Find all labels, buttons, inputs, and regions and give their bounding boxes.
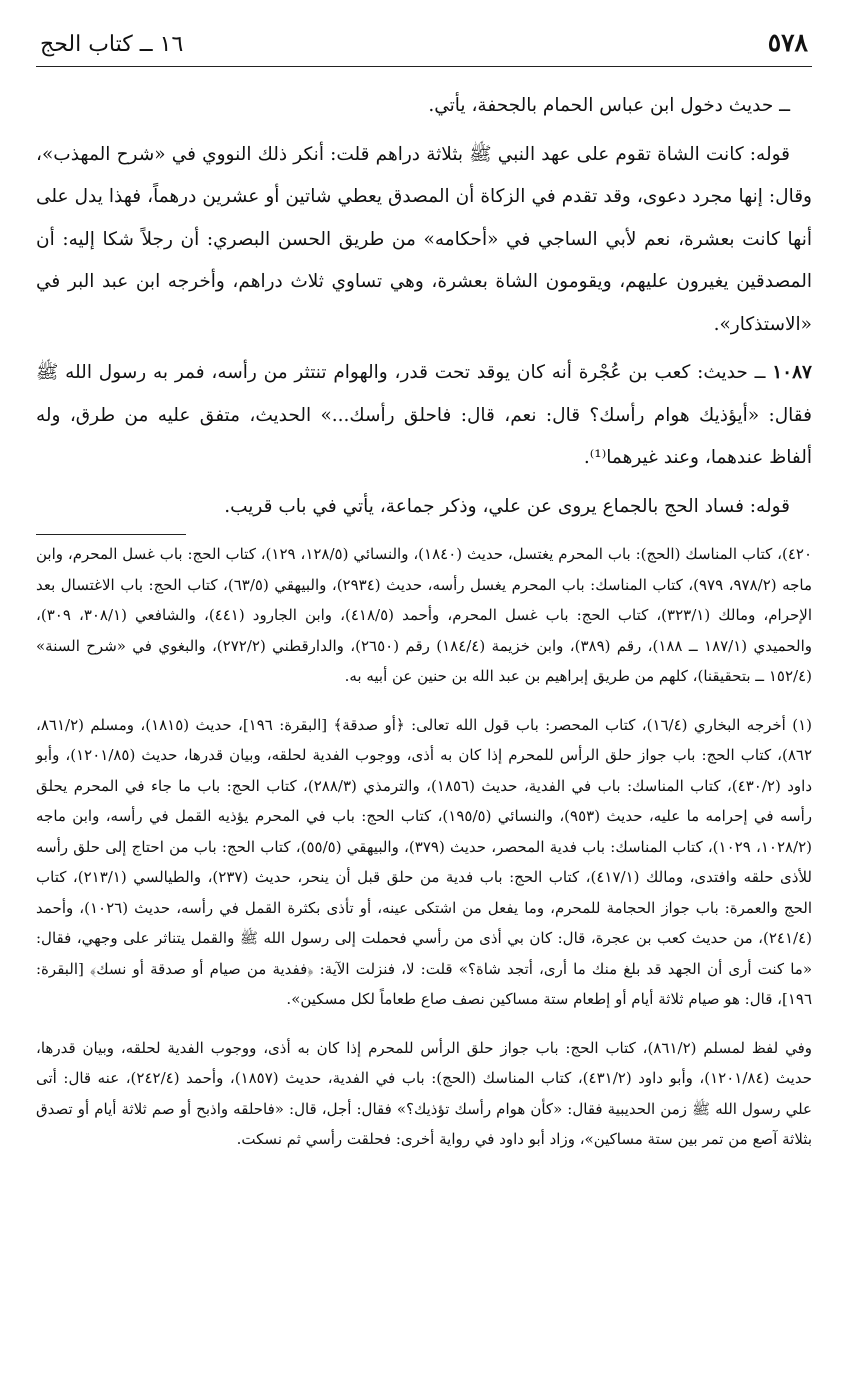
paragraph-hajj-corruption: قوله: فساد الحج بالجماع يروى عن علي، وذكر جماعة، يأتي في باب قريب.: [224, 495, 790, 517]
footnote-1-muslim-wording: وفي لفظ لمسلم (٨٦١/٢)، كتاب الحج: باب جواز حلق الرأس للمحرم إذا كان به أذى، ووجوب الفدية لحلقه، وبيان قدرها، حديث (١٢٠١/٨٤)، وأبو داود (٤٣١/٢)، كتاب المناسك (الحج): باب في الفدية، حديث (١٨٥٧)، وأحمد (٢٤٢/٤)، عنه قال: أتى علي رسول الله ﷺ زمن الحديبية فقال: «كأن هوام رأسك تؤذيك؟» فقال: أجل، قال: «فاحلقه واذبح أو صم ثلاثة أيام أو تصدق بثلاثة آصع من تمر بين ستة مساكين»، وزاد أبو داود في رواية أخرى: فحلقت رأسي ثم نسكت.: [36, 1038, 812, 1148]
paragraph-sheep-price: قوله: كانت الشاة تقوم على عهد النبي ﷺ بثلاثة دراهم قلت: أنكر ذلك النووي في «شرح المهذب»، وقال: إنها مجرد دعوى، وقد تقدم في الزكاة أن المصدق يعطي شاتين أو عشرين درهماً، فهذا يدل على أنها كانت بعشرة، نعم لأبي الساجي في «أحكامه» من طريق الحسن البصري: أن رجلاً شكا إليه: أن المصدقين يغيرون عليهم، ويقومون الشاة بعشرة، وهي تساوي ثلاث دراهم، وأخرجه ابن عبد البر في «الاستذكار».: [36, 143, 812, 335]
footnote-1: (١) أخرجه البخاري (١٦/٤)، كتاب المحصر: باب قول الله تعالى: ﴿أو صدقة﴾ [البقرة: ١٩٦]، حديث (١٨١٥)، ومسلم (٨٦١/٢، ٨٦٢)، كتاب الحج: باب جواز حلق الرأس للمحرم إذا كان به أذى، ووجوب الفدية لحلقه، وبيان قدرها، حديث (١٢٠١/٨٥)، وأبو داود (٤٣٠/٢)، كتاب المناسك: باب في الفدية، حديث (١٨٥٦)، والترمذي (٢٨٨/٣)، كتاب الحج: باب ما جاء في المحرم يحلق رأسه في إحرامه ما عليه، حديث (٩٥٣)، والنسائي (١٩٥/٥)، كتاب الحج: باب في المحرم يؤذيه القمل في رأسه، وابن ماجه (١٠٢٨/٢، ١٠٢٩)، كتاب المناسك: باب فدية المحصر، حديث (٣٧٩)، والبيهقي (٥٥/٥)، كتاب الحج: باب من احتاج إلى حلق رأسه للأذى حلقه وافتدى، ومالك (٤١٧/١)، كتاب الحج: باب فدية من حلق قبل أن ينحر، حديث (٢٣٧)، والطيالسي (٢١٣/١)، كتاب الحج والعمرة: باب جواز الحجامة للمحرم، وما يفعل من اشتكى عينه، أو تأذى بكثرة القمل في رأسه، حديث (١٠٢٦)، وأحمد (٢٤١/٤)، من حديث كعب بن عجرة، قال: كان بي أذى من رأسي فحملت إلى رسول الله ﷺ والقمل يتناثر على وجهي، فقال: «ما كنت أرى أن الجهد قد بلغ منك ما أرى، أتجد شاة؟» قلت: لا، فنزلت الآية: ﴿ففدية من صيام أو صدقة أو نسك﴾ [البقرة: ١٩٦]، قال: هو صيام ثلاثة أيام أو إطعام ستة مساكين نصف صاع طعاماً لكل مسكين».: [36, 715, 813, 1008]
running-title: ١٦ ــ كتاب الحج: [40, 32, 184, 57]
footnote-continuation: ٤٢٠)، كتاب المناسك (الحج): باب المحرم يغتسل، حديث (١٨٤٠)، والنسائي (١٢٨/٥، ١٢٩)، كتاب الحج: باب غسل المحرم، وابن ماجه (٩٧٨/٢، ٩٧٩)، كتاب المناسك: باب المحرم يغسل رأسه، حديث (٢٩٣٤)، والبيهقي (٦٣/٥)، كتاب الحج: باب الاغتسال بعد الإحرام، ومالك (٣٢٣/١)، كتاب الحج: باب غسل المحرم، وأحمد (٤١٨/٥)، وابن الجارود (٤٤١)، والشافعي (٣٠٨/١، ٣٠٩)، والحميدي (١٨٧/١ ــ ١٨٨)، رقم (٣٨٩)، وابن خزيمة (١٨٤/٤) رقم (٢٦٥٠)، والدارقطني (٢٧٢/٢)، والبغوي في «شرح السنة» (١٥٢/٤ ــ بتحقيقنا)، كلهم من طريق إبراهيم بن عبد الله بن حنين عن أبيه به.: [36, 545, 813, 685]
running-header: [36, 28, 812, 67]
main-text: [36, 85, 812, 528]
hadith-text: ــ حديث: كعب بن عُجْرة أنه كان يوقد تحت قدر، والهوام تنتثر من رأسه، فمر به رسول الله ﷺ فقال: «أيؤذيك هوام رأسك؟ قال: نعم، قال: فاحلق رأسك...» الحديث، متفق عليه من طرق، وله ألفاظ عندهما، وعند غيرهما⁽¹⁾.: [36, 362, 812, 468]
footnote-separator: [36, 534, 186, 535]
paragraph-hadith-ibn-abbas: ــ حديث دخول ابن عباس الحمام بالجحفة، يأتي.: [428, 95, 790, 116]
footnotes: [36, 539, 812, 1155]
paragraph-hadith-1087: [36, 352, 812, 480]
page-number: ٥٧٨: [767, 28, 808, 57]
book-page: [36, 28, 812, 1165]
hadith-number: ١٠٨٧: [772, 362, 812, 383]
